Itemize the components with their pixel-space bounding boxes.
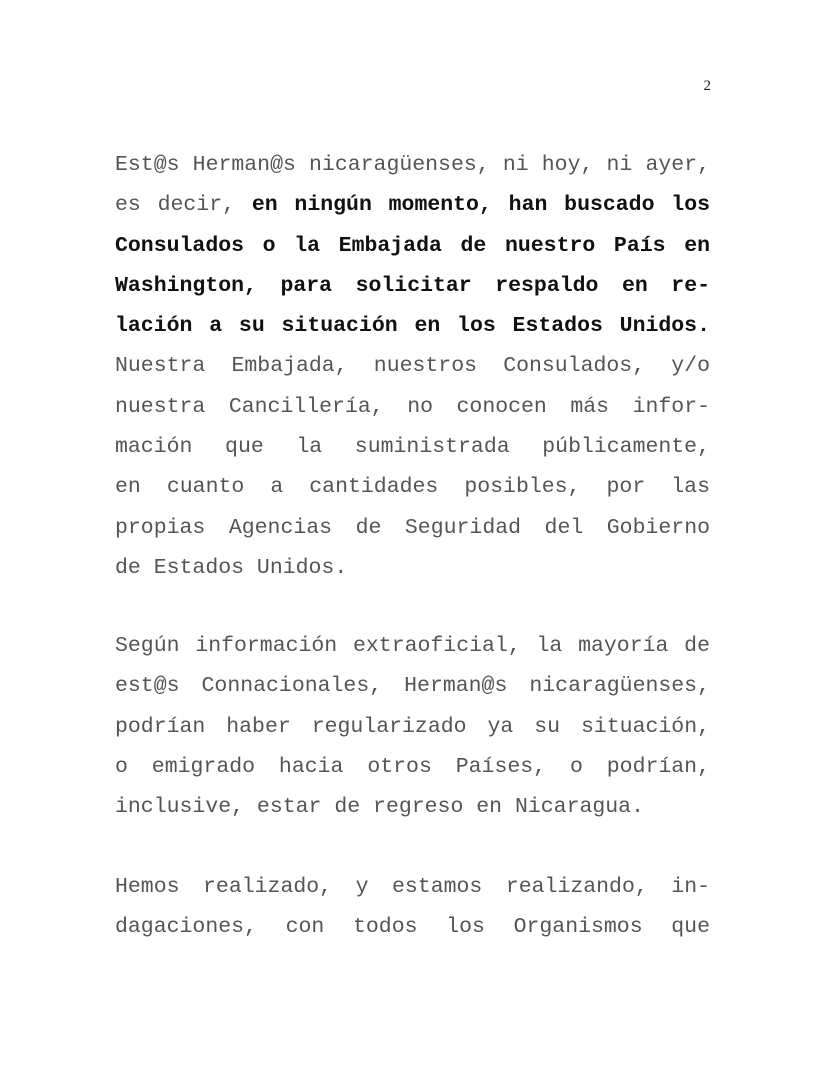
text-line (115, 707, 710, 747)
text-segment: Según información extraoficial, la mayoría de (115, 634, 710, 658)
text-line (115, 387, 710, 427)
bold-text-segment: en ningún momento, han buscado los (251, 193, 710, 218)
text-line (115, 626, 710, 666)
bold-text-segment: Consulados o la Embajada de nuestro País en (115, 233, 710, 258)
text-segment: Est@s Herman@s nicaragüenses, ni hoy, ni ayer, (115, 153, 710, 177)
bold-text-segment: Washington, para solicitar respaldo en re- (115, 273, 710, 298)
text-line (115, 185, 710, 225)
text-segment: est@s Connacionales, Herman@s nicaragüenses, (115, 674, 710, 699)
text-line (115, 226, 710, 266)
text-segment: podrían haber regularizado ya su situación, (115, 714, 710, 739)
text-line (115, 867, 710, 907)
text-segment: Nuestra Embajada, nuestros Consulados, y/o (115, 354, 710, 379)
text-line (115, 787, 710, 827)
text-line (115, 145, 710, 185)
text-line (115, 467, 710, 507)
text-segment: Hemos realizado, y estamos realizando, in- (115, 875, 710, 899)
paragraph-3 (115, 867, 710, 948)
page-number: 2 (703, 78, 711, 94)
text-segment: de Estados Unidos. (115, 555, 348, 580)
text-line (115, 508, 710, 548)
text-segment: propias Agencias de Seguridad del Gobierno (115, 515, 710, 540)
text-segment: inclusive, estar de regreso en Nicaragua. (115, 795, 644, 820)
text-line (115, 747, 710, 787)
text-line (115, 346, 710, 386)
text-segment: o emigrado hacia otros Países, o podrían, (115, 754, 710, 779)
paragraph-1 (115, 145, 710, 588)
text-segment: nuestra Cancillería, no conocen más infor- (115, 394, 710, 419)
text-line (115, 427, 710, 467)
text-line (115, 548, 710, 588)
text-segment: en cuanto a cantidades posibles, por las (115, 475, 710, 500)
text-line (115, 266, 710, 306)
text-line (115, 666, 710, 706)
paragraph-2 (115, 626, 710, 827)
text-segment: dagaciones, con todos los Organismos que (115, 915, 710, 940)
bold-text-segment: lación a su situación en los Estados Unidos. (115, 314, 710, 339)
text-line (115, 306, 710, 346)
text-segment: es decir, (115, 193, 252, 218)
text-line (115, 907, 710, 947)
text-segment: mación que la suministrada públicamente, (115, 435, 710, 460)
